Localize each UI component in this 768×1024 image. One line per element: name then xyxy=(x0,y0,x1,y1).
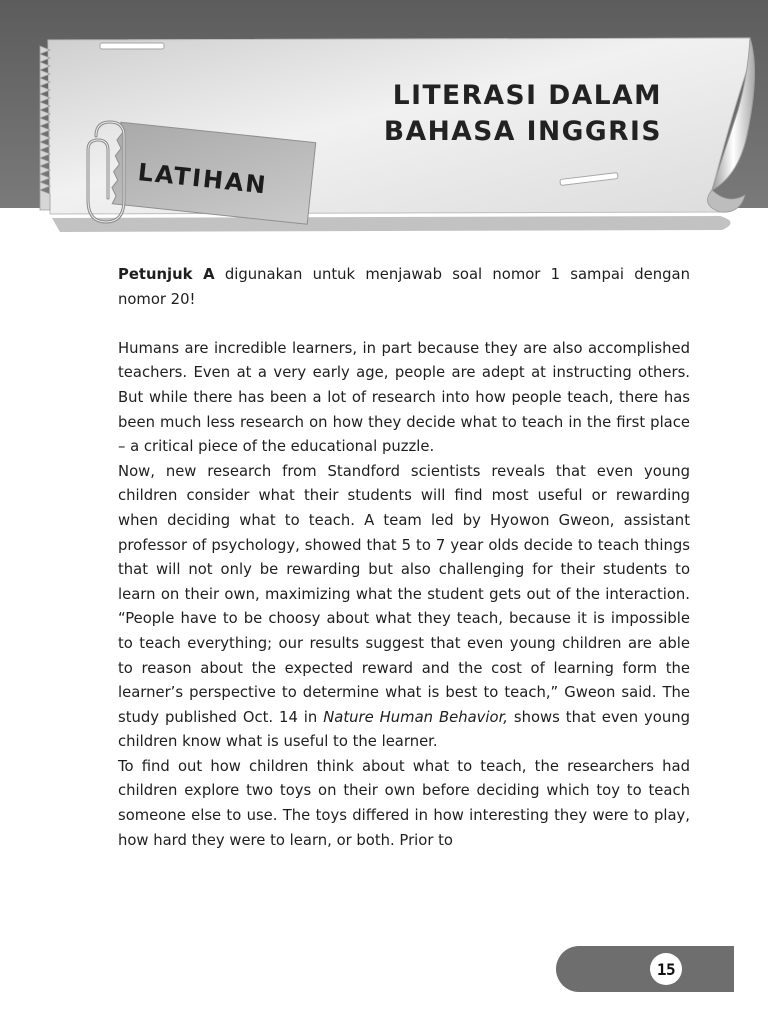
title-line-2: BAHASA INGGRIS xyxy=(383,116,662,147)
paragraph-3: To find out how children think about what to teach, the researchers had children explore two toys on their own before deciding which toy to teach someone else to use. The toys differed in how interesting they were to play, how hard they were to learn, or both. Prior to xyxy=(118,757,690,849)
instruction-rest: digunakan untuk menjawab soal nomor 1 sampai dengan nomor 20! xyxy=(118,266,690,308)
paragraph-2 xyxy=(118,460,690,755)
paragraph-2-text: Now, new research from Standford scientists reveals that even young children consider what their students will find most useful or rewarding when deciding what to teach. A team led by Hyowon Gweon, assistant professor of psychology, showed that 5 to 7 year olds decide to teach things that will not only be rewarding but also challenging for their students to learn on their own, maximizing what the student gets out of the interaction. “People have to be choosy about what they teach, because it is impossible to teach everything; our results suggest that even young children are able to reason about the expected reward and the cost of learning form the learner’s perspective to determine what is best to teach,” Gweon said. The study published Oct. 14 in xyxy=(118,462,690,726)
page-number: 15 xyxy=(650,953,682,985)
page-number-bar xyxy=(556,946,734,992)
article-body xyxy=(118,263,690,853)
paragraph-1: Humans are incredible learners, in part because they are also accomplished teachers. Even at a very early age, people are adept at instructing others. But while there has been a lot of research into how people teach, there has been much less research on how they decide what to teach in the first place – a critical piece of the educational puzzle. xyxy=(118,339,690,456)
instruction-bold: Petunjuk A xyxy=(118,266,215,283)
paragraph-gap xyxy=(118,312,690,337)
paragraph-2-end: shows that even young children know what is useful to the learner. xyxy=(118,708,690,751)
tape-strip xyxy=(100,43,164,49)
page-title xyxy=(300,78,662,150)
journal-title: Nature Human Behavior, xyxy=(323,708,508,726)
instruction-text xyxy=(118,263,690,312)
tag-label-latihan: LATIHAN xyxy=(136,158,269,200)
title-line-1: LITERASI DALAM xyxy=(392,80,662,111)
